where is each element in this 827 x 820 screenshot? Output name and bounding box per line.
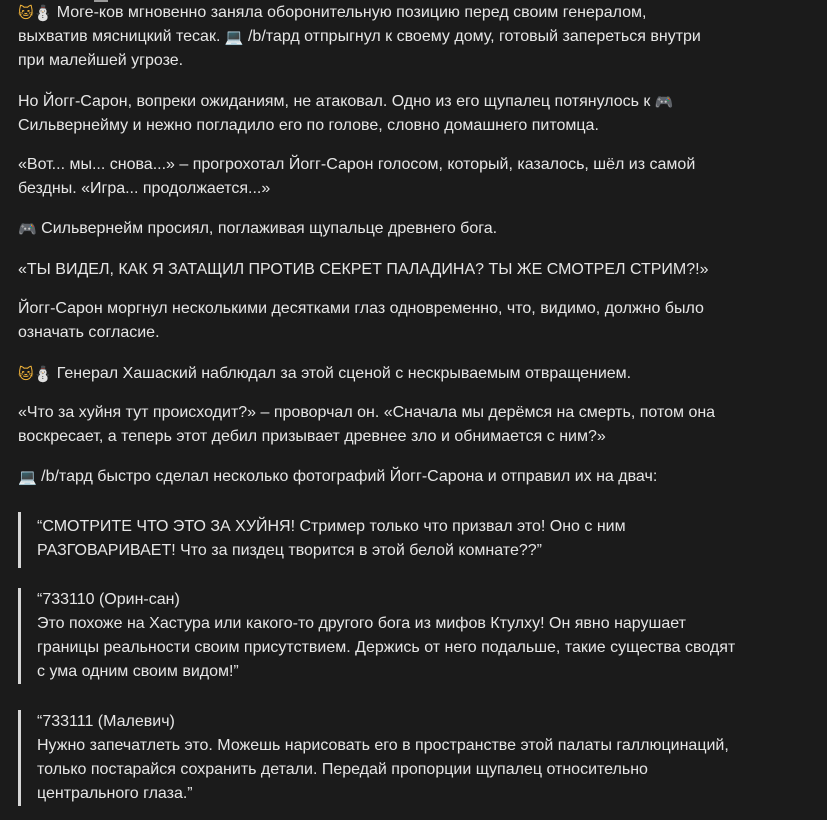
paragraph-9-text: /b/тард быстро сделал несколько фотографий Йогг-Сарона и отправил их на двач: bbox=[36, 468, 658, 485]
post-number: “733110 bbox=[37, 591, 95, 608]
laptop-icon: 💻 bbox=[224, 28, 244, 46]
blockquote-3 bbox=[18, 710, 737, 806]
paragraph-1 bbox=[18, 1, 718, 73]
blockquote-1-text: “СМОТРИТЕ ЧТО ЭТО ЗА ХУЙНЯ! Стример только что призвал это! Оно с ним РАЗГОВАРИВАЕТ! Что за пиздец творится в этой белой комнате??” bbox=[37, 518, 626, 559]
paragraph-4 bbox=[18, 217, 718, 241]
cat-face-icon: 🐱 bbox=[18, 365, 34, 383]
paragraph-7-text: Генерал Хашаский наблюдал за этой сценой с нескрываемым отвращением. bbox=[52, 365, 632, 382]
laptop-icon: 💻 bbox=[18, 468, 37, 486]
post-author: (Малевич) bbox=[93, 713, 175, 730]
post-number: “733111 bbox=[37, 713, 94, 730]
blockquote-2 bbox=[18, 588, 737, 684]
blockquote-1 bbox=[18, 512, 677, 568]
paragraph-9 bbox=[18, 465, 718, 489]
paragraph-8: «Что за хуйня тут происходит?» – проворчал он. «Сначала мы дерёмся на смерть, потом она воскресает, а теперь этот дебил призывает древнее зло и обнимается с ним?» bbox=[18, 404, 716, 445]
blockquote-2-header bbox=[37, 588, 737, 612]
post-author: (Орин-сан) bbox=[94, 591, 180, 608]
paragraph-1-text-b: /b/тард отпрыгнул к своему дому, готовый запереться внутри при малейшей угрозе. bbox=[18, 28, 701, 69]
snowman-icon: ⛄ bbox=[33, 365, 53, 383]
snowman-icon: ⛄ bbox=[33, 4, 53, 22]
paragraph-2-text-a: Но Йогг-Сарон, вопреки ожиданиям, не атаковал. Одно из его щупалец потянулось к bbox=[18, 93, 655, 110]
paragraph-4-text: Сильвернейм просиял, поглаживая щупальце древнего бога. bbox=[36, 220, 498, 237]
paragraph-5: «ТЫ ВИДЕЛ, КАК Я ЗАТАЩИЛ ПРОТИВ СЕКРЕТ ПАЛАДИНА? ТЫ ЖЕ СМОТРЕЛ СТРИМ?!» bbox=[18, 261, 709, 278]
blockquote-3-text: Нужно запечатлеть это. Можешь нарисовать его в пространстве этой палаты галлюцинаций, только постарайся сохранить детали. Передай пропорции щупалец относительно центрального глаза.” bbox=[37, 737, 729, 802]
paragraph-7 bbox=[18, 362, 718, 386]
cat-face-icon: 🐱 bbox=[18, 4, 34, 22]
paragraph-2-text-b: Сильвернейму и нежно погладило его по голове, словно домашнего питомца. bbox=[18, 117, 599, 134]
gamepad-icon: 🎮 bbox=[18, 220, 37, 238]
blockquote-2-text: Это похоже на Хастура или какого-то другого бога из мифов Ктулху! Он явно нарушает границы реальности своим присутствием. Держись от него подальше, такие существа сводят с ума одним своим видом!” bbox=[37, 615, 736, 680]
paragraph-1-text-a: Моге-ков мгновенно заняла оборонительную позицию перед своим генералом, выхватив мясницкий тесак. bbox=[18, 4, 647, 45]
gamepad-icon: 🎮 bbox=[654, 93, 674, 111]
paragraph-3: «Вот... мы... снова...» – прогрохотал Йогг-Сарон голосом, который, казалось, шёл из самой бездны. «Игра... продолжается...» bbox=[18, 156, 696, 197]
blockquote-3-header bbox=[37, 710, 737, 734]
paragraph-6: Йогг-Сарон моргнул несколькими десятками глаз одновременно, что, видимо, должно было означать согласие. bbox=[18, 300, 704, 341]
paragraph-2 bbox=[18, 90, 718, 138]
